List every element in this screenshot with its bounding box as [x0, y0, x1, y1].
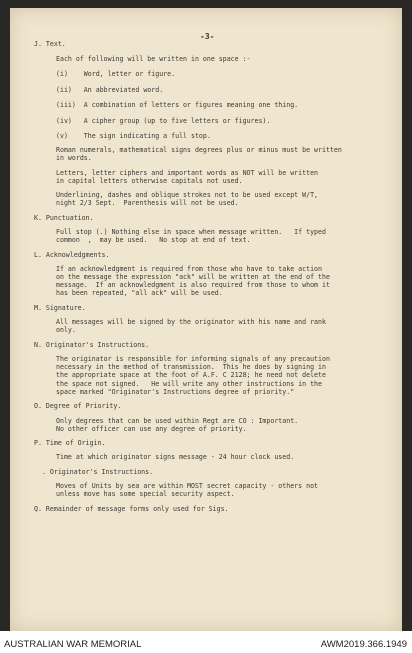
- section: [34, 402, 394, 433]
- paragraph-line: on the message the expression "ack" will be written at the end of the: [56, 273, 330, 282]
- paragraph: [56, 417, 394, 433]
- list-item: (iv) A cipher group (up to five letters or figures).: [56, 116, 271, 125]
- paragraph-line: All messages will be signed by the originator with his name and rank: [56, 318, 326, 327]
- list-item: (ii) An abbreviated word.: [56, 85, 164, 94]
- paragraph-line: If an acknowledgment is required from those who have to take action: [56, 264, 322, 273]
- section-heading: P. Time of Origin.: [34, 439, 106, 448]
- paragraph-line: space marked "Originator's Instructions degree of priority.": [56, 387, 295, 396]
- page-number: -3-: [200, 32, 215, 41]
- paragraph-line: Only degrees that can be used within Regt are CO : Important.: [56, 416, 299, 425]
- section-heading: L. Acknowledgments.: [34, 250, 110, 259]
- section: [34, 304, 394, 335]
- paragraph: [56, 169, 394, 185]
- section: [34, 214, 394, 245]
- paragraph: [56, 228, 394, 244]
- paragraph-line: Time at which originator signs message - 24 hour clock used.: [56, 453, 295, 462]
- paragraph-line: Full stop (.) Nothing else in space when message written. If typed: [56, 227, 326, 236]
- section-heading: N. Originator's Instructions.: [34, 340, 150, 349]
- paragraph-line: the space not signed. He will write any other instructions in the: [56, 379, 322, 388]
- paragraph-line: has been repeated, "all ack" will be used.: [56, 289, 223, 298]
- paragraph-line: common , may be used. No stop at end of text.: [56, 236, 251, 245]
- section: [34, 505, 394, 513]
- list-item: (v) The sign indicating a full stop.: [56, 132, 211, 140]
- section: [34, 40, 394, 207]
- paragraph-line: the appropriate space at the foot of A.F. C 2128; he need not delete: [56, 371, 326, 380]
- enumerated-list: [56, 70, 394, 140]
- paragraph: [56, 482, 394, 498]
- document-body: [34, 34, 394, 513]
- paragraph-line: Roman numerals, mathematical signs degrees plus or minus must be written: [56, 146, 342, 155]
- paragraph: [56, 355, 394, 396]
- list-item: (iii) A combination of letters or figures meaning one thing.: [56, 101, 299, 109]
- footer-institution: AUSTRALIAN WAR MEMORIAL: [4, 639, 142, 650]
- paragraph-line: night 2/3 Sept. Parenthesis will not be used.: [56, 199, 239, 208]
- paragraph-line: in capital letters otherwise capitals not used.: [56, 176, 243, 185]
- paragraph-line: in words.: [56, 154, 92, 163]
- footer-bar: [0, 631, 412, 653]
- paragraph-line: message. If an acknowledgment is also required from those to whom it: [56, 281, 330, 290]
- section: [34, 439, 394, 461]
- section-heading: . Originator's Instructions.: [34, 467, 154, 476]
- section-heading: J. Text.: [34, 40, 66, 49]
- paragraph-line: Moves of Units by sea are within MOST secret capacity - others not: [56, 482, 319, 491]
- paragraph: [56, 318, 394, 334]
- paragraph-line: only.: [56, 326, 76, 335]
- paragraph-line: necessary in the method of transmission. This he does by signing in: [56, 363, 326, 372]
- footer-accession-number: AWM2019.366.1949: [320, 639, 407, 650]
- paragraph: [56, 146, 394, 162]
- paragraph-line: No other officer can use any degree of priority.: [56, 424, 247, 433]
- paragraph-line: Underlining, dashes and oblique strokes not to be used except W/T,: [56, 191, 319, 200]
- section-heading: Q. Remainder of message forms only used for Sigs.: [34, 504, 229, 513]
- section-heading: O. Degree of Priority.: [34, 402, 122, 411]
- section: [34, 468, 394, 499]
- paragraph: [56, 191, 394, 207]
- section: [34, 341, 394, 396]
- section-heading: M. Signature.: [34, 303, 86, 312]
- intro-line: Each of following will be written in one space :-: [56, 54, 251, 63]
- section: [34, 251, 394, 298]
- paragraph: [56, 453, 394, 461]
- paragraph-line: Letters, letter ciphers and important words as NOT will be written: [56, 168, 319, 177]
- section-heading: K. Punctuation.: [34, 213, 94, 222]
- list-item: (i) Word, letter or figure.: [56, 70, 176, 78]
- paragraph-line: unless move has some special security aspect.: [56, 490, 235, 499]
- paragraph: [56, 265, 394, 298]
- paragraph-line: The originator is responsible for informing signals of any precaution: [56, 355, 330, 364]
